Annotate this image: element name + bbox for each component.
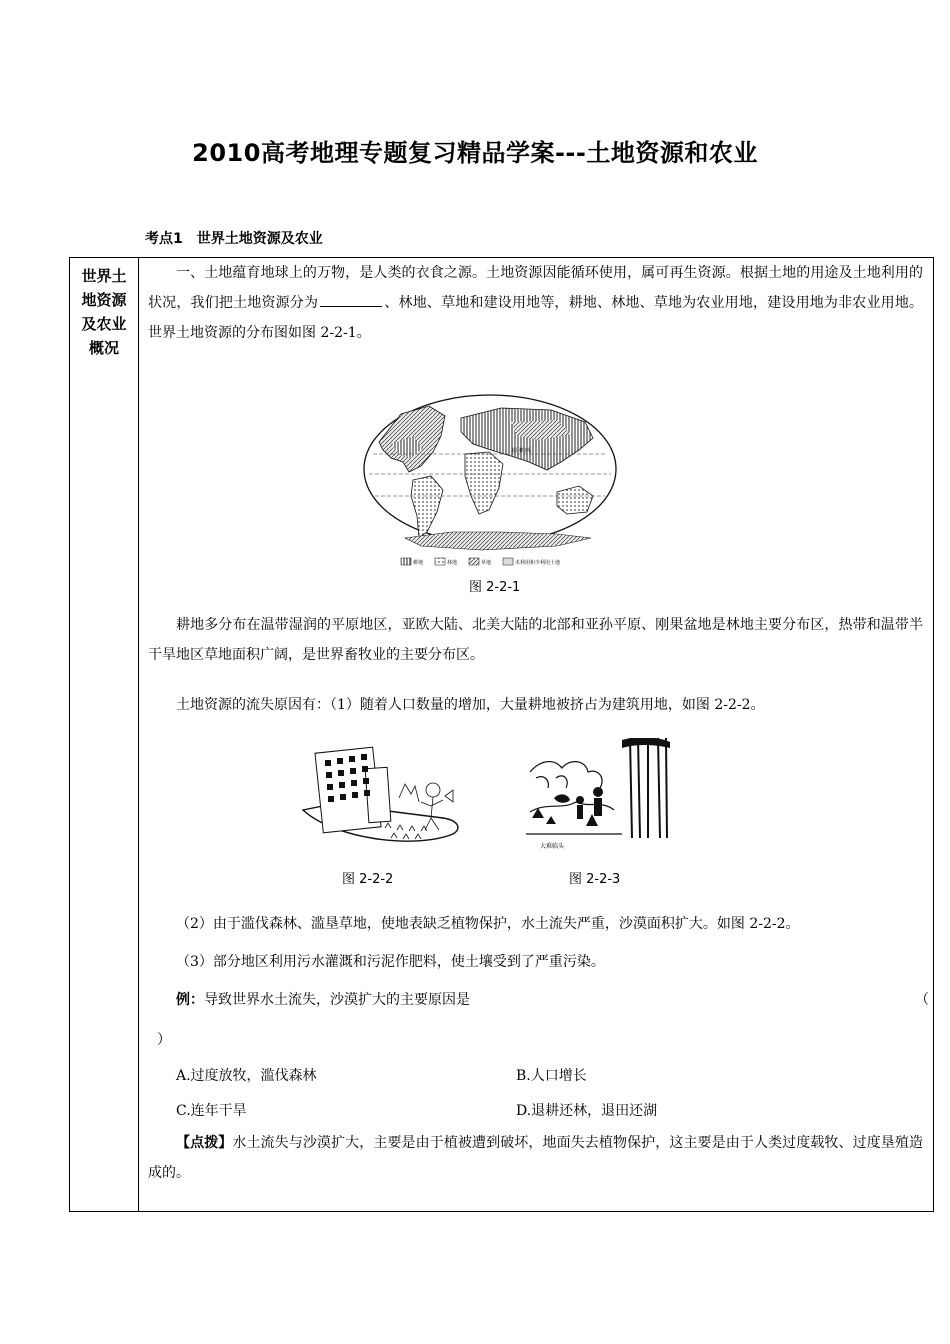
option-c: C.连年干旱 [176, 1103, 247, 1119]
world-land-map [361, 392, 619, 576]
tip-paragraph [139, 1128, 933, 1188]
section-heading: 考点1 世界土地资源及农业 [145, 231, 323, 247]
figure-1-caption: 图 2-2-1 [469, 580, 521, 595]
world-land-map-figure [361, 392, 619, 576]
page-title: 2010高考地理专题复习精品学案---土地资源和农业 [192, 139, 758, 167]
tip-text: 水土流失与沙漠扩大，主要是由于植被遭到破坏，地面失去植物保护，这主要是由于人类过度载牧、过度垦殖造成的。 [148, 1135, 924, 1181]
example-question [176, 990, 470, 1010]
paragraph-5: （3）部分地区利用污水灌溉和污泥作肥料，使土壤受到了严重污染。 [176, 954, 605, 970]
option-a: A.过度放牧，滥伐森林 [176, 1068, 317, 1084]
side-label: 世界土地资源及农业概况 [81, 267, 127, 357]
example-label: 例： [176, 992, 204, 1008]
content-table [69, 257, 934, 1212]
option-b: B.人口增长 [516, 1068, 587, 1084]
legend-farmland: 耕地 [413, 560, 424, 566]
fill-in-blank [320, 292, 382, 307]
cartoon-figure-3 [526, 738, 670, 852]
paragraph-1 [139, 258, 933, 348]
paragraph-4: （2）由于滥伐森林、滥垦草地，使地表缺乏植物保护，水土流失严重，沙漠面积扩大。如图 2-2-2。 [176, 916, 800, 932]
content-cell [139, 258, 934, 1212]
option-d: D.退耕还林，退田还湖 [516, 1103, 658, 1119]
example-text: 导致世界水土流失，沙漠扩大的主要原因是 [204, 992, 470, 1008]
cartoon-figure-2 [293, 738, 467, 860]
paragraph-1-part-a: 一、土地蕴育地球上的万物，是人类的衣食之源。土地资源因能循环使用，属可再生资源。根据土地的用途及土地利用的状况，我们把土地资源分为 [148, 265, 923, 311]
cartoon-deforestation [526, 738, 670, 852]
answer-paren-close: ） [157, 1032, 171, 1048]
cartoon-3-label: 大难临头 [540, 843, 565, 850]
legend-grassland: 草地 [481, 560, 492, 566]
figure-2-caption: 图 2-2-2 [342, 872, 394, 887]
legend-unused-land: 未利用和少利用土地 [515, 560, 561, 566]
paragraph-1-part-b: 、林地、草地和建设用地等，耕地、林地、草地为农业用地，建设用地为非农业用地。世界土地资源的分布图如图 2-2-1。 [148, 295, 924, 341]
tip-label: 【点拨】 [176, 1135, 233, 1151]
map-legend [401, 558, 560, 566]
side-label-cell [70, 258, 139, 1212]
tropic-label: 北回归线 [511, 448, 532, 454]
paragraph-3: 土地资源的流失原因有：（1）随着人口数量的增加，大量耕地被挤占为建筑用地，如图 2-2-2。 [176, 697, 765, 713]
cartoon-buildings-farmland [293, 738, 467, 860]
paragraph-2: 耕地多分布在温带湿润的平原地区，亚欧大陆、北美大陆的北部和亚孙平原、刚果盆地是林地主要分布区，热带和温带半干旱地区草地面积广阔，是世界畜牧业的主要分布区。 [148, 617, 923, 663]
figure-3-caption: 图 2-2-3 [569, 872, 621, 887]
answer-paren-open: （ [915, 992, 929, 1008]
legend-forest: 林地 [447, 560, 458, 566]
